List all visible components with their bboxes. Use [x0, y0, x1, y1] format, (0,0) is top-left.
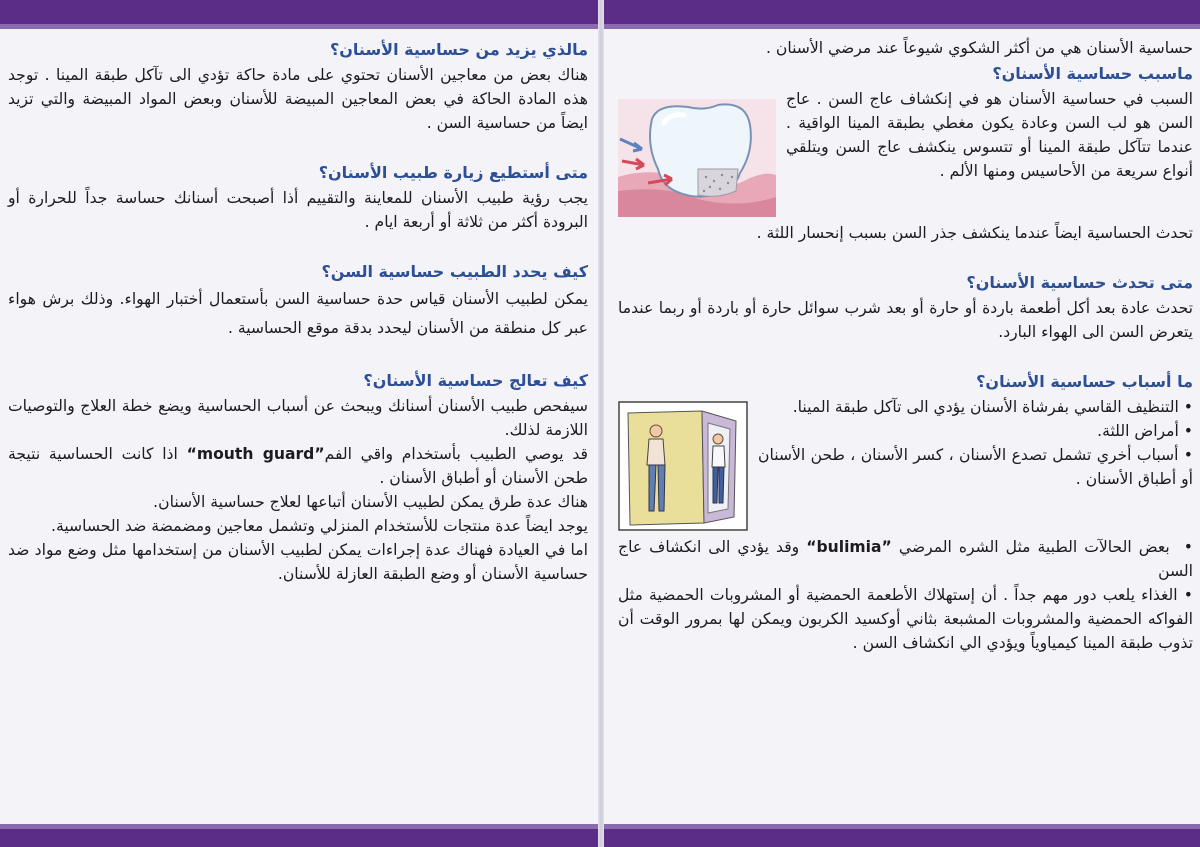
section-heading-cause: ماسبب حساسية الأسنان؟	[992, 64, 1193, 83]
tooth-illustration	[618, 99, 776, 217]
cause-bullet-brushing: • التنظيف القاسي بفرشاة الأسنان يؤدي الى تآكل طبقة المينا.	[618, 395, 1193, 419]
section-heading-when: متى تحدث حساسية الأسنان؟	[966, 273, 1193, 292]
section-heading-causes: ما أسباب حساسية الأسنان؟	[976, 372, 1193, 391]
mouth-guard-term: “mouth guard”	[186, 445, 325, 463]
bulimia-term: “bulimia”	[806, 538, 892, 556]
treatment-intro: سيفحص طبيب الأسنان أسنانك ويبحث عن أسباب الحساسية ويضع خطة العلاج والتوصيات اللازمة لذلك.	[8, 397, 588, 439]
section-heading-increase: مالذي يزيد من حساسية الأسنان؟	[329, 40, 588, 59]
section-text-visit: يجب رؤية طبيب الأسنان للمعاينة والتقييم أذا أصبحت أسنانك حساسة جداً للحرارة أو البرودة أكثر من ثلاثة أو أربعة ايام .	[8, 189, 588, 231]
medical-text-after: وقد يؤدي الى انكشاف عاج السن	[618, 538, 1193, 580]
mouth-guard-text-before: قد يوصي الطبيب بأستخدام واقي الفم	[324, 445, 588, 463]
right-panel	[618, 36, 1193, 655]
treatment-clinic: اما في العيادة فهناك عدة إجراءات يمكن لطبيب الأسنان من إستخدامها مثل وضع مواد ضد حساسية الأسنان أو وضع الطبقة العازلة للأسنان.	[8, 541, 588, 583]
medical-text-before: بعض الحالآت الطبية مثل الشره المرضي	[891, 538, 1170, 556]
cause-bullet-other: • أسباب أخري تشمل تصدع الأسنان ، كسر الأسنان ، طحن الأسنان أو أطباق الأسنان .	[618, 443, 1193, 491]
mouth-guard-text-after: اذا كانت الحساسية نتيجة طحن الأسنان أو أطباق الأسنان .	[8, 445, 588, 487]
section-heading-diagnosis: كيف يحدد الطبيب حساسية السن؟	[321, 262, 588, 281]
page-fold	[598, 0, 604, 847]
mirror-illustration	[618, 401, 748, 531]
cause-text: السبب في حساسية الأسنان هو في إنكشاف عاج السن . عاج السن هو لب السن وعادة يكون مغطي بطبقة المينا الواقية . عندما تتآكل طبقة المينا أو تتسوس ينكشف عاج السن ويتلقي أنواع سريعة من الأحاسيس ومنها الألم .	[786, 90, 1193, 180]
left-panel	[8, 36, 588, 586]
cause-bullet-diet: • الغذاء يلعب دور مهم جداً . أن إستهلاك الأطعمة الحمضية أو المشروبات الحمضية مثل الفواكه الحمضية والمشروبات المشبعة بثاني أوكسيد الكربون ويمكن لها بمرور الوقت أن تذوب طبقة المينا كيمياوياً ويؤدي الي انكشاف السن .	[618, 583, 1193, 655]
treatment-home-products: يوجد ايضاً عدة منتجات للأستخدام المنزلي وتشمل معاجين ومضمضة ضد الحساسية.	[51, 517, 588, 535]
section-heading-visit: متى أستطيع زيارة طبيب الأسنان؟	[318, 163, 588, 182]
intro-text: حساسية الأسنان هي من أكثر الشكوي شيوعاً عند مرضي الأسنان .	[765, 39, 1193, 57]
cause-bullet-gum-disease: • أمراض اللثة.	[618, 419, 1193, 443]
treatment-methods: هناك عدة طرق يمكن لطبيب الأسنان أتباعها لعلاج حساسية الأسنان.	[153, 493, 588, 511]
cause-text-gums: تحدث الحساسية ايضاً عندما ينكشف جذر السن بسبب إنحسار اللثة .	[756, 224, 1193, 242]
section-text-diagnosis: يمكن لطبيب الأسنان قياس حدة حساسية السن بأستعمال أختبار الهواء. وذلك برش هواء عبر كل منطقة من الأسنان ليحدد بدقة موقع الحساسية .	[8, 290, 588, 337]
section-text-increase: هناك بعض من معاجين الأسنان تحتوي على مادة حاكة تؤدي الى تآكل طبقة المينا . توجد هذه المادة الحاكة في بعض المعاجين المبيضة للأسنان وبعض المواد المبيضة والتي تزيد ايضاً من حساسية السن .	[8, 66, 588, 132]
treatment-mouth-guard	[8, 442, 588, 490]
cause-bullet-medical	[618, 535, 1193, 583]
when-text: تحدث عادة بعد أكل أطعمة باردة أو حارة أو بعد شرب سوائل حارة أو باردة أو ربما عندما يتعرض السن الى الهواء البارد.	[618, 299, 1193, 341]
section-heading-treatment: كيف تعالج حساسية الأسنان؟	[363, 371, 588, 390]
